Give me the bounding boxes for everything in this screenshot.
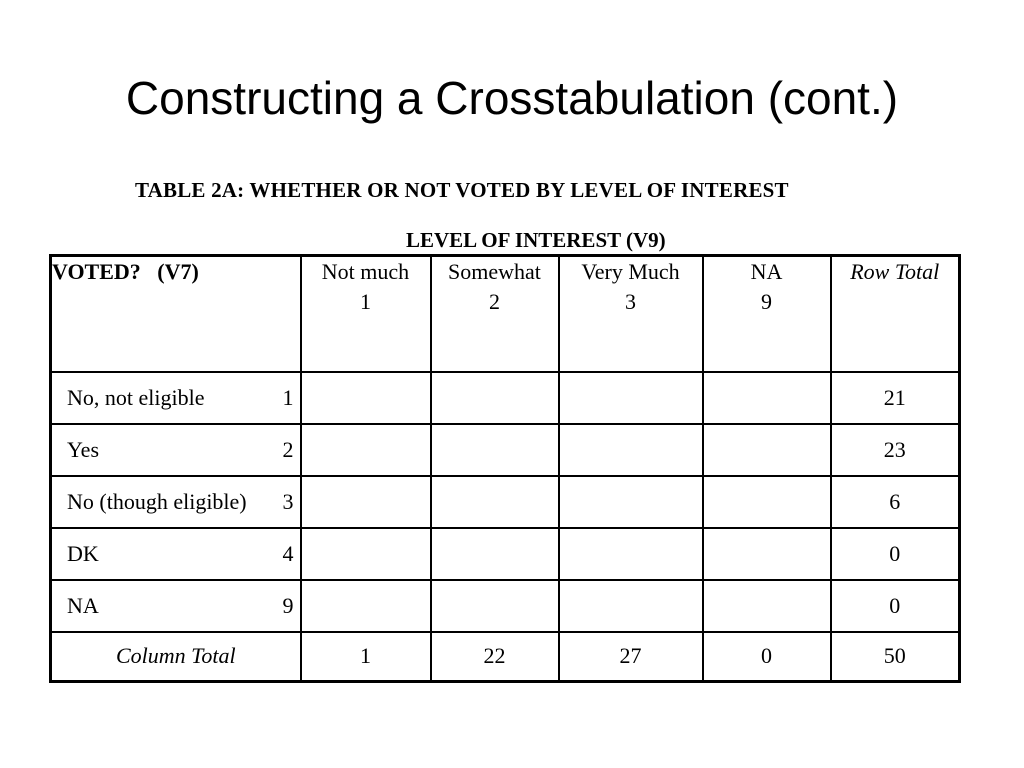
- row-code: 4: [282, 540, 294, 566]
- table-cell: [703, 372, 831, 424]
- row-label: Yes: [67, 436, 100, 462]
- column-label: Somewhat: [448, 259, 541, 284]
- column-total-row: [51, 632, 960, 682]
- table-row: [51, 476, 960, 528]
- row-stub: [51, 580, 301, 632]
- header-row: [51, 256, 960, 372]
- column-header: [559, 256, 703, 372]
- row-total-header: Row Total: [831, 256, 960, 372]
- row-label: No (though eligible): [67, 488, 247, 514]
- table-row: [51, 424, 960, 476]
- crosstab-table: [49, 254, 961, 683]
- row-stub: [51, 424, 301, 476]
- row-label: DK: [67, 540, 99, 566]
- column-code: 9: [761, 289, 772, 314]
- table-cell: [559, 580, 703, 632]
- column-total-cell: 0: [703, 632, 831, 682]
- column-total-label: Column Total: [51, 632, 301, 682]
- column-header: [431, 256, 559, 372]
- row-total-cell: 0: [831, 528, 960, 580]
- table-cell: [559, 476, 703, 528]
- table-cell: [703, 476, 831, 528]
- column-total-cell: 27: [559, 632, 703, 682]
- row-total-cell: 21: [831, 372, 960, 424]
- row-stub: [51, 372, 301, 424]
- row-total-cell: 0: [831, 580, 960, 632]
- column-code: 3: [625, 289, 636, 314]
- table-row: [51, 528, 960, 580]
- row-stub: [51, 528, 301, 580]
- column-label: Very Much: [581, 259, 680, 284]
- table-cell: [431, 476, 559, 528]
- row-code: 2: [282, 436, 294, 462]
- stub-header: VOTED? (V7): [51, 256, 301, 372]
- row-code: 3: [282, 488, 294, 514]
- table-cell: [431, 372, 559, 424]
- column-total-cell: 1: [301, 632, 431, 682]
- column-variable-label: LEVEL OF INTEREST (V9): [406, 228, 666, 252]
- table-cell: [301, 476, 431, 528]
- grand-total-cell: 50: [831, 632, 960, 682]
- table-cell: [431, 580, 559, 632]
- column-header: [703, 256, 831, 372]
- row-stub: [51, 476, 301, 528]
- table-cell: [559, 372, 703, 424]
- row-label: NA: [67, 592, 99, 618]
- table-cell: [703, 580, 831, 632]
- table-cell: [431, 528, 559, 580]
- column-label: Not much: [321, 259, 410, 284]
- table-cell: [301, 424, 431, 476]
- table-cell: [301, 528, 431, 580]
- row-code: 9: [282, 592, 294, 618]
- row-total-cell: 6: [831, 476, 960, 528]
- slide-title: Constructing a Crosstabulation (cont.): [125, 72, 899, 124]
- column-code: 1: [360, 289, 371, 314]
- table-row: [51, 372, 960, 424]
- table-cell: [301, 580, 431, 632]
- column-total-cell: 22: [431, 632, 559, 682]
- column-header: [301, 256, 431, 372]
- table-cell: [431, 424, 559, 476]
- table-cell: [301, 372, 431, 424]
- row-total-cell: 23: [831, 424, 960, 476]
- column-code: 2: [489, 289, 500, 314]
- table-row: [51, 580, 960, 632]
- table-cell: [703, 528, 831, 580]
- table-cell: [559, 424, 703, 476]
- table-caption: TABLE 2A: WHETHER OR NOT VOTED BY LEVEL OF INTEREST: [135, 178, 789, 202]
- row-label: No, not eligible: [67, 384, 205, 410]
- table-cell: [703, 424, 831, 476]
- row-code: 1: [282, 384, 294, 410]
- column-label: NA: [750, 259, 783, 284]
- table-cell: [559, 528, 703, 580]
